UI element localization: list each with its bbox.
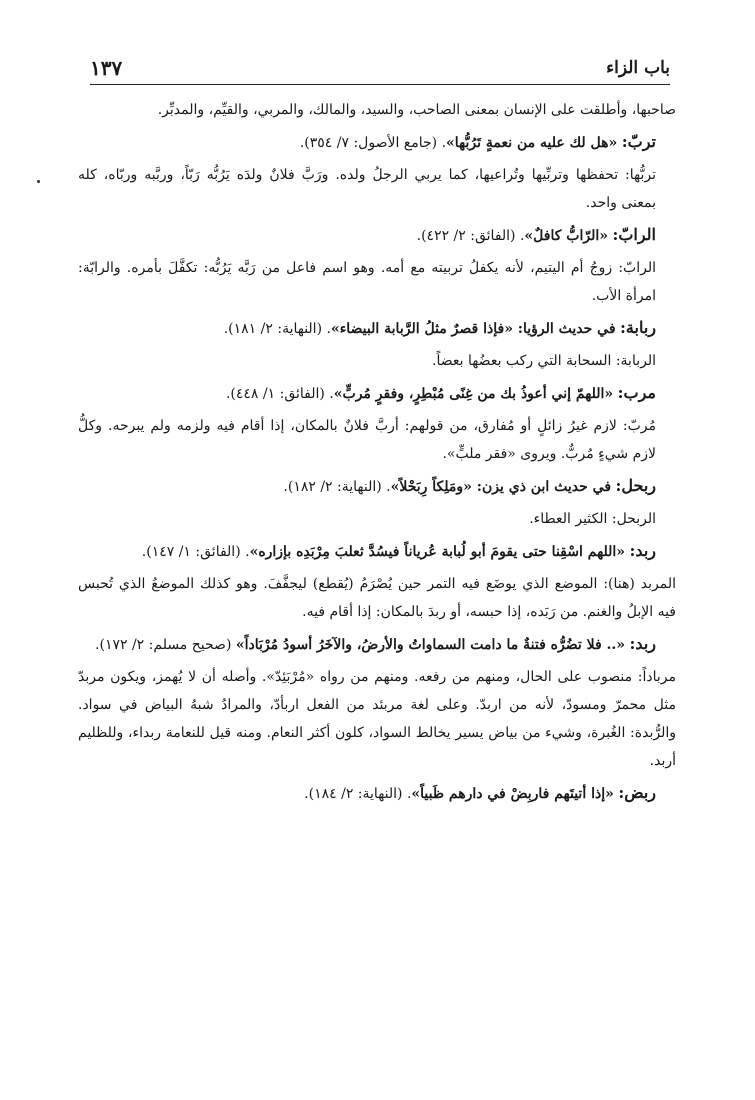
headword: مرب: — [617, 383, 656, 402]
entry-reference: (صحيح مسلم: ٢/ ١٧٢). — [95, 637, 236, 653]
page-number: ١٣٧ — [90, 56, 123, 80]
entry-quote: في حديث الرؤيا: «فإذا قصرٌ مثلُ الرَّبابة البيضاء» — [330, 321, 616, 337]
page-body — [78, 96, 676, 812]
entry-reference: . (النهاية: ٢/ ١٨٤). — [304, 786, 412, 802]
entry-reference: . (الفائق: ١/ ١٤٧). — [141, 544, 250, 560]
definition: تربُّها: تحفظها وتربِّيها وتُراعيها، كما يربي الرجلُ ولده. ورَبَّ فلانٌ ولدَه يَرُبُّه رَبّاً، وربَّبه وربّاه، كله بمعنى واحد. — [78, 167, 656, 211]
entry-reference: . (النهاية: ٢/ ١٨١). — [223, 321, 331, 337]
definition: مُربّ: لازم غيرُ زائلٍ أو مُفارق، من قولهم: أربَّ فلانٌ بالمكان، إذا أقام فيه ولزمه ولم يبرحه. وكلُّ لازم شيءٍ مُربٌّ. ويروى «فقر ملبٍّ». — [78, 418, 656, 462]
headword: ربد: — [629, 634, 656, 653]
headword: ربض: — [618, 783, 656, 802]
entry-reference: . (النهاية: ٢/ ١٨٢). — [283, 479, 391, 495]
headword: تربّ: — [621, 132, 656, 151]
dictionary-entry — [78, 221, 676, 250]
chapter-title: باب الزاء — [606, 58, 670, 78]
entry-quote: «الرّابُّ كافلٌ» — [524, 228, 608, 244]
dictionary-entry — [78, 314, 676, 343]
entry-reference: . (الفائق: ٢/ ٤٢٢). — [416, 228, 525, 244]
entry-reference: . (الفائق: ١/ ٤٤٨). — [225, 386, 334, 402]
dictionary-entry — [78, 630, 676, 659]
headword: الرابّ: — [612, 225, 656, 244]
headword: ربابة: — [620, 318, 656, 337]
entry-quote: «.. فلا تضُرُّه فتنةٌ ما دامت السماواتُ والأرضُ، والآخَرُ أسودُ مُرْبَاداً» — [235, 637, 626, 653]
dictionary-entry — [78, 537, 676, 566]
entry-quote: «هل لك عليه من نعمةٍ تَرُبُّها» — [446, 135, 618, 151]
dictionary-entry — [78, 128, 676, 157]
paragraph: المربد (هنا): الموضع الذي يوضَع فيه التمر حين يُصْرَمُ (يُقطع) ليجفَّفَ. وهو كذلك الموضعُ الذي تُحبس فيه الإبلُ والغنم. من رَبَده، إذا حبسه، أو ربدَ بالمكان: إذا أقام فيه. — [78, 576, 676, 620]
definition: الربحل: الكثير العطاء. — [529, 511, 656, 527]
definition: الربابة: السحابة التي ركب بعضُها بعضاً. — [432, 353, 656, 369]
headword: ربد: — [629, 541, 656, 560]
dictionary-entry — [78, 779, 676, 808]
headword: ربحل: — [615, 476, 656, 495]
entry-reference: . (جامع الأصول: ٧/ ٣٥٤). — [299, 135, 447, 151]
dictionary-entry — [78, 472, 676, 501]
entry-quote: «إذا أتيتَهم فاربِضْ في دارهم ظَبياً» — [411, 786, 614, 802]
entry-quote: في حديث ابن ذي يزن: «ومَلِكاً رِبَحْلاً» — [390, 479, 612, 495]
paragraph: صاحبها، وأطلقت على الإنسان بمعنى الصاحب، والسيد، والمالك، والمربي، والقيِّم، والمدبِّر. — [157, 102, 676, 118]
margin-dot — [37, 180, 40, 183]
entry-quote: «اللهمّ إني أعوذُ بك من غِنًى مُبْطِرٍ، وفقرٍ مُربٍّ» — [333, 386, 614, 402]
definition: الرابّ: زوجُ أم اليتيم، لأنه يكفلُ تربيته مع أمه. وهو اسم فاعل من رَبَّه يَرُبُّه: تكفَّلَ بأمره. والرابّة: امرأة الأب. — [78, 260, 656, 304]
entry-quote: «اللهم اسْقِنا حتى يقومَ أبو لُبابة عُرياناً فيسُدَّ ثعلبَ مِرْبَدِه بإزاره» — [249, 544, 626, 560]
page-header — [90, 52, 670, 85]
paragraph: مرباداً: منصوب على الحال، ومنهم من رفعه. ومنهم من رواه «مُرْبَئِدّ». وأصله أن لا يُهمز، ويكون مربدّ مثل محمرّ ومسودّ، لأنه من اربدّ. وعلى لغة مربئد من الفعل اربأدّ، والمرادُ شبهُ البياض في سواد. والرُّبدة: الغُبرة، وشيء من بياض يسير يخالط السواد، كلون أكثر النعام. ومنه قيل للنعامة ربداء، وللظليم أربد. — [78, 669, 676, 769]
dictionary-entry — [78, 379, 676, 408]
